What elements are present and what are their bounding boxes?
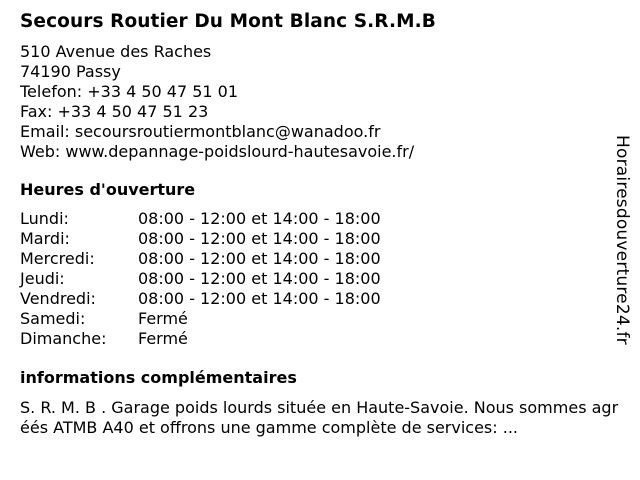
opening-hours-heading: Heures d'ouverture [20, 180, 196, 199]
day-label: Mercredi: [20, 249, 95, 268]
hours-row-tuesday [20, 229, 620, 249]
additional-info-heading: informations complémentaires [20, 368, 297, 387]
time-range: Fermé [138, 329, 188, 348]
web-line: Web: www.depannage-poidslourd-hautesavoie.fr/ [20, 142, 415, 161]
phone-line: Telefon: +33 4 50 47 51 01 [20, 82, 239, 101]
hours-row-monday [20, 209, 620, 229]
hours-row-wednesday [20, 249, 620, 269]
time-range: 08:00 - 12:00 et 14:00 - 18:00 [138, 289, 381, 308]
business-card [20, 10, 620, 438]
day-label: Dimanche: [20, 329, 107, 348]
hours-row-saturday [20, 309, 620, 329]
day-label: Vendredi: [20, 289, 96, 308]
city-line: 74190 Passy [20, 62, 121, 81]
time-range: 08:00 - 12:00 et 14:00 - 18:00 [138, 269, 381, 288]
time-range: Fermé [138, 309, 188, 328]
time-range: 08:00 - 12:00 et 14:00 - 18:00 [138, 249, 381, 268]
site-watermark: Horairesdouverture24.fr [612, 135, 632, 345]
fax-line: Fax: +33 4 50 47 51 23 [20, 102, 209, 121]
day-label: Jeudi: [20, 269, 65, 288]
day-label: Samedi: [20, 309, 86, 328]
day-label: Lundi: [20, 209, 69, 228]
time-range: 08:00 - 12:00 et 14:00 - 18:00 [138, 229, 381, 248]
address-line: 510 Avenue des Raches [20, 42, 212, 61]
day-label: Mardi: [20, 229, 70, 248]
business-name: Secours Routier Du Mont Blanc S.R.M.B [20, 11, 436, 32]
additional-info-text: S. R. M. B . Garage poids lourds située en Haute-Savoie. Nous sommes agréés ATMB A40 et offrons une gamme complète de services: ... [20, 398, 619, 437]
hours-row-sunday [20, 329, 620, 349]
opening-hours-table [20, 209, 620, 349]
email-line: Email: secoursroutiermontblanc@wanadoo.fr [20, 122, 381, 141]
time-range: 08:00 - 12:00 et 14:00 - 18:00 [138, 209, 381, 228]
hours-row-thursday [20, 269, 620, 289]
hours-row-friday [20, 289, 620, 309]
